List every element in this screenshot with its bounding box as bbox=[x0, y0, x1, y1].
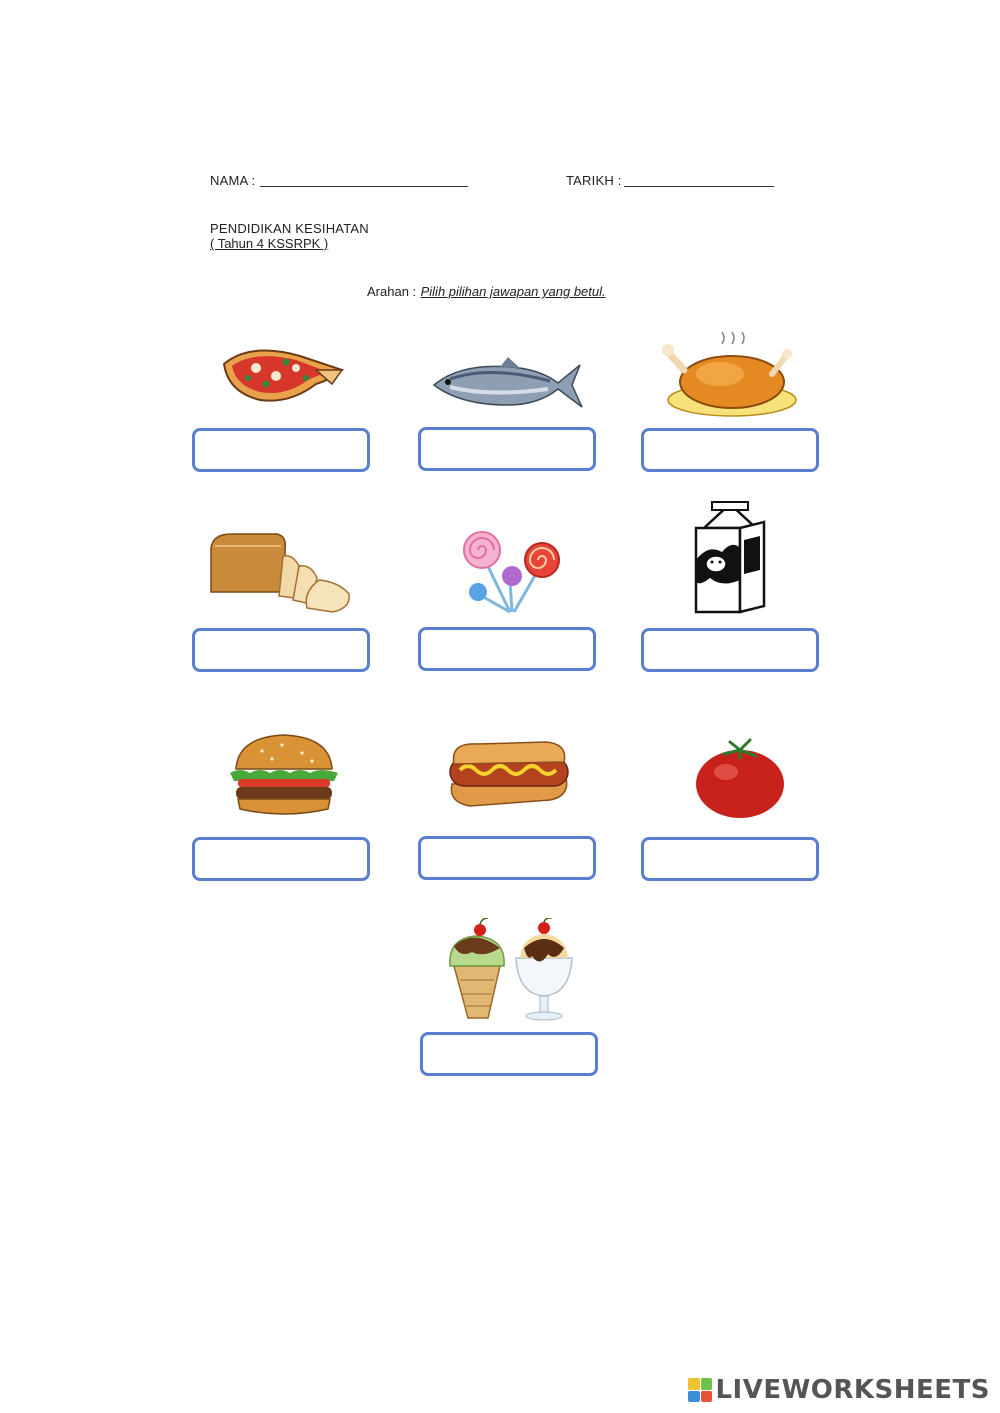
liveworksheets-logo bbox=[688, 1375, 990, 1405]
tomato-icon bbox=[694, 736, 786, 820]
date-line bbox=[624, 186, 774, 187]
instruction-text: Pilih pilihan jawapan yang betul. bbox=[420, 284, 606, 299]
answer-box-fish[interactable] bbox=[418, 427, 596, 471]
answer-box-chicken[interactable] bbox=[641, 428, 819, 472]
roast-chicken-icon bbox=[662, 330, 798, 420]
answer-box-bread[interactable] bbox=[192, 628, 370, 672]
answer-box-ice-cream[interactable] bbox=[420, 1032, 598, 1076]
pizza-icon bbox=[220, 340, 346, 408]
grade-subtitle: ( Tahun 4 KSSRPK ) bbox=[210, 236, 329, 251]
fish-icon bbox=[430, 355, 584, 413]
subject-title: PENDIDIKAN KESIHATAN bbox=[210, 221, 369, 236]
name-label: NAMA : bbox=[210, 173, 256, 188]
brand-name: LIVEWORKSHEETS bbox=[715, 1375, 990, 1405]
instruction-label: Arahan : bbox=[367, 284, 417, 299]
milk-carton-icon bbox=[692, 500, 768, 616]
ice-cream-icon bbox=[444, 918, 584, 1022]
answer-box-lollipop[interactable] bbox=[418, 627, 596, 671]
name-line bbox=[260, 186, 468, 187]
liveworksheets-mark-icon bbox=[688, 1378, 712, 1402]
bread-icon bbox=[207, 532, 353, 614]
answer-box-tomato[interactable] bbox=[641, 837, 819, 881]
answer-box-burger[interactable] bbox=[192, 837, 370, 881]
lollipop-icon bbox=[460, 530, 564, 616]
answer-box-hotdog[interactable] bbox=[418, 836, 596, 880]
date-label: TARIKH : bbox=[566, 173, 622, 188]
instruction bbox=[367, 283, 606, 301]
answer-box-milk[interactable] bbox=[641, 628, 819, 672]
burger-icon bbox=[228, 733, 340, 821]
hotdog-icon bbox=[446, 740, 572, 812]
answer-box-pizza[interactable] bbox=[192, 428, 370, 472]
